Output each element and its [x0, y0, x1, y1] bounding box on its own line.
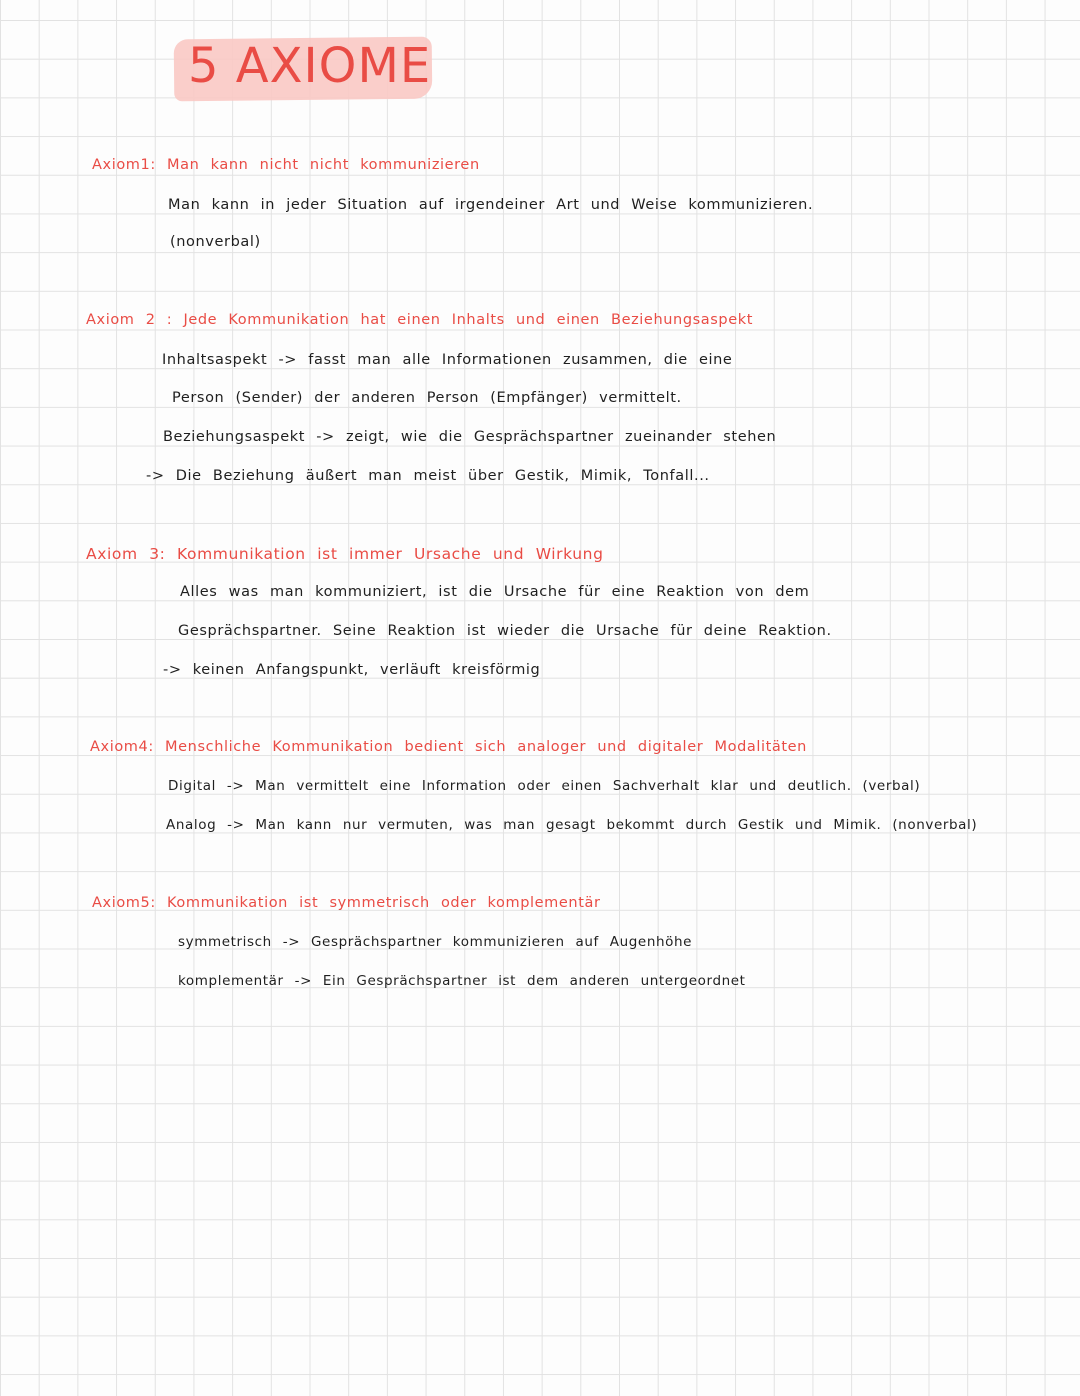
axiom4-line-2: Analog -> Man kann nur vermuten, was man gesagt bekommt durch Gestik und Mimik. (nonverbal)	[166, 817, 978, 833]
axiom5-heading: Axiom5: Kommunikation ist symmetrisch oder komplementär	[92, 895, 601, 911]
axiom2-line-1: Inhaltsaspekt -> fasst man alle Informationen zusammen, die eine	[162, 352, 733, 368]
axiom3-line-1: Alles was man kommuniziert, ist die Ursache für eine Reaktion von dem	[180, 584, 810, 600]
axiom2-line-4: -> Die Beziehung äußert man meist über Gestik, Mimik, Tonfall...	[146, 468, 710, 484]
axiom5-line-2: komplementär -> Ein Gesprächspartner ist dem anderen untergeordnet	[178, 973, 746, 989]
axiom1-heading: Axiom1: Man kann nicht nicht kommunizieren	[92, 157, 480, 173]
title-block	[174, 34, 434, 104]
axiom5-line-1: symmetrisch -> Gesprächspartner kommunizieren auf Augenhöhe	[178, 934, 693, 950]
axiom2-line-2: Person (Sender) der anderen Person (Empfänger) vermittelt.	[172, 390, 682, 406]
axiom3-heading: Axiom 3: Kommunikation ist immer Ursache und Wirkung	[86, 545, 604, 563]
axiom4-heading: Axiom4: Menschliche Kommunikation bedient sich analoger und digitaler Modalitäten	[90, 739, 807, 755]
axiom3-line-2: Gesprächspartner. Seine Reaktion ist wieder die Ursache für deine Reaktion.	[178, 623, 832, 639]
axiom4-line-1: Digital -> Man vermittelt eine Information oder einen Sachverhalt klar und deutlich. (verbal)	[168, 778, 921, 794]
axiom2-heading: Axiom 2 : Jede Kommunikation hat einen Inhalts und einen Beziehungsaspekt	[86, 312, 754, 328]
axiom1-line-2: (nonverbal)	[170, 234, 261, 250]
axiom2-line-3: Beziehungsaspekt -> zeigt, wie die Gesprächspartner zueinander stehen	[163, 429, 777, 445]
axiom3-line-3: -> keinen Anfangspunkt, verläuft kreisförmig	[163, 662, 541, 678]
axiom1-line-1: Man kann in jeder Situation auf irgendeiner Art und Weise kommunizieren.	[168, 197, 814, 213]
page-title: 5 AXIOME	[188, 38, 432, 94]
